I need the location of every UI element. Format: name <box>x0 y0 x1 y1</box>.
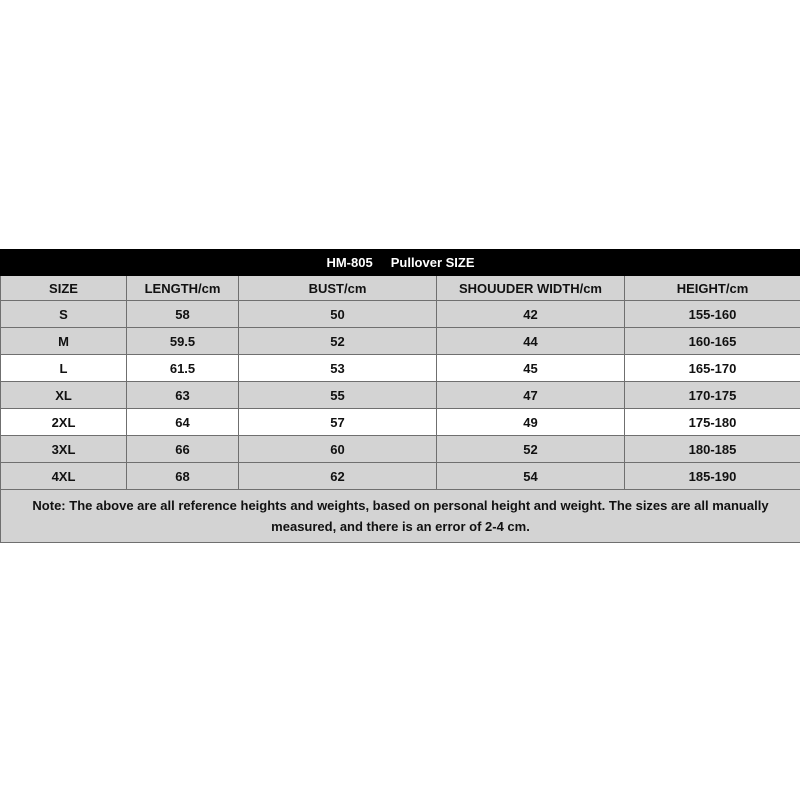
cell-length: 58 <box>127 301 239 328</box>
header-height: HEIGHT/cm <box>625 276 800 301</box>
cell-bust: 57 <box>239 409 437 436</box>
header-length: LENGTH/cm <box>127 276 239 301</box>
cell-height: 165-170 <box>625 355 800 382</box>
title-name: Pullover SIZE <box>390 255 475 270</box>
table-row <box>1 409 800 436</box>
table-row <box>1 382 800 409</box>
cell-shoulder-width: 42 <box>437 301 625 328</box>
cell-bust: 52 <box>239 328 437 355</box>
cell-shoulder-width: 45 <box>437 355 625 382</box>
cell-height: 175-180 <box>625 409 800 436</box>
cell-length: 64 <box>127 409 239 436</box>
cell-length: 59.5 <box>127 328 239 355</box>
cell-height: 180-185 <box>625 436 800 463</box>
cell-size: L <box>1 355 127 382</box>
cell-bust: 60 <box>239 436 437 463</box>
cell-height: 160-165 <box>625 328 800 355</box>
table-row <box>1 436 800 463</box>
cell-size: XL <box>1 382 127 409</box>
column-header-row <box>1 276 800 301</box>
cell-length: 61.5 <box>127 355 239 382</box>
cell-shoulder-width: 44 <box>437 328 625 355</box>
cell-length: 66 <box>127 436 239 463</box>
title-code: HM-805 <box>326 255 373 270</box>
header-shoulder-width: SHOUUDER WIDTH/cm <box>437 276 625 301</box>
table-row <box>1 328 800 355</box>
header-size: SIZE <box>1 276 127 301</box>
cell-bust: 53 <box>239 355 437 382</box>
table-title-row <box>1 250 800 276</box>
table-title <box>1 250 800 276</box>
table-row <box>1 301 800 328</box>
cell-size: 4XL <box>1 463 127 490</box>
note-row <box>1 490 800 543</box>
cell-bust: 62 <box>239 463 437 490</box>
measurement-note: Note: The above are all reference heights and weights, based on personal height and weight. The sizes are all manually measured, and there is an error of 2-4 cm. <box>1 490 800 543</box>
cell-shoulder-width: 54 <box>437 463 625 490</box>
cell-size: S <box>1 301 127 328</box>
cell-shoulder-width: 52 <box>437 436 625 463</box>
table-row <box>1 463 800 490</box>
cell-size: M <box>1 328 127 355</box>
cell-length: 68 <box>127 463 239 490</box>
size-chart-table <box>0 249 800 543</box>
header-bust: BUST/cm <box>239 276 437 301</box>
cell-bust: 55 <box>239 382 437 409</box>
cell-size: 2XL <box>1 409 127 436</box>
table-row <box>1 355 800 382</box>
cell-shoulder-width: 47 <box>437 382 625 409</box>
cell-length: 63 <box>127 382 239 409</box>
cell-height: 170-175 <box>625 382 800 409</box>
cell-shoulder-width: 49 <box>437 409 625 436</box>
cell-size: 3XL <box>1 436 127 463</box>
cell-height: 185-190 <box>625 463 800 490</box>
size-rows <box>1 301 800 543</box>
cell-bust: 50 <box>239 301 437 328</box>
cell-height: 155-160 <box>625 301 800 328</box>
